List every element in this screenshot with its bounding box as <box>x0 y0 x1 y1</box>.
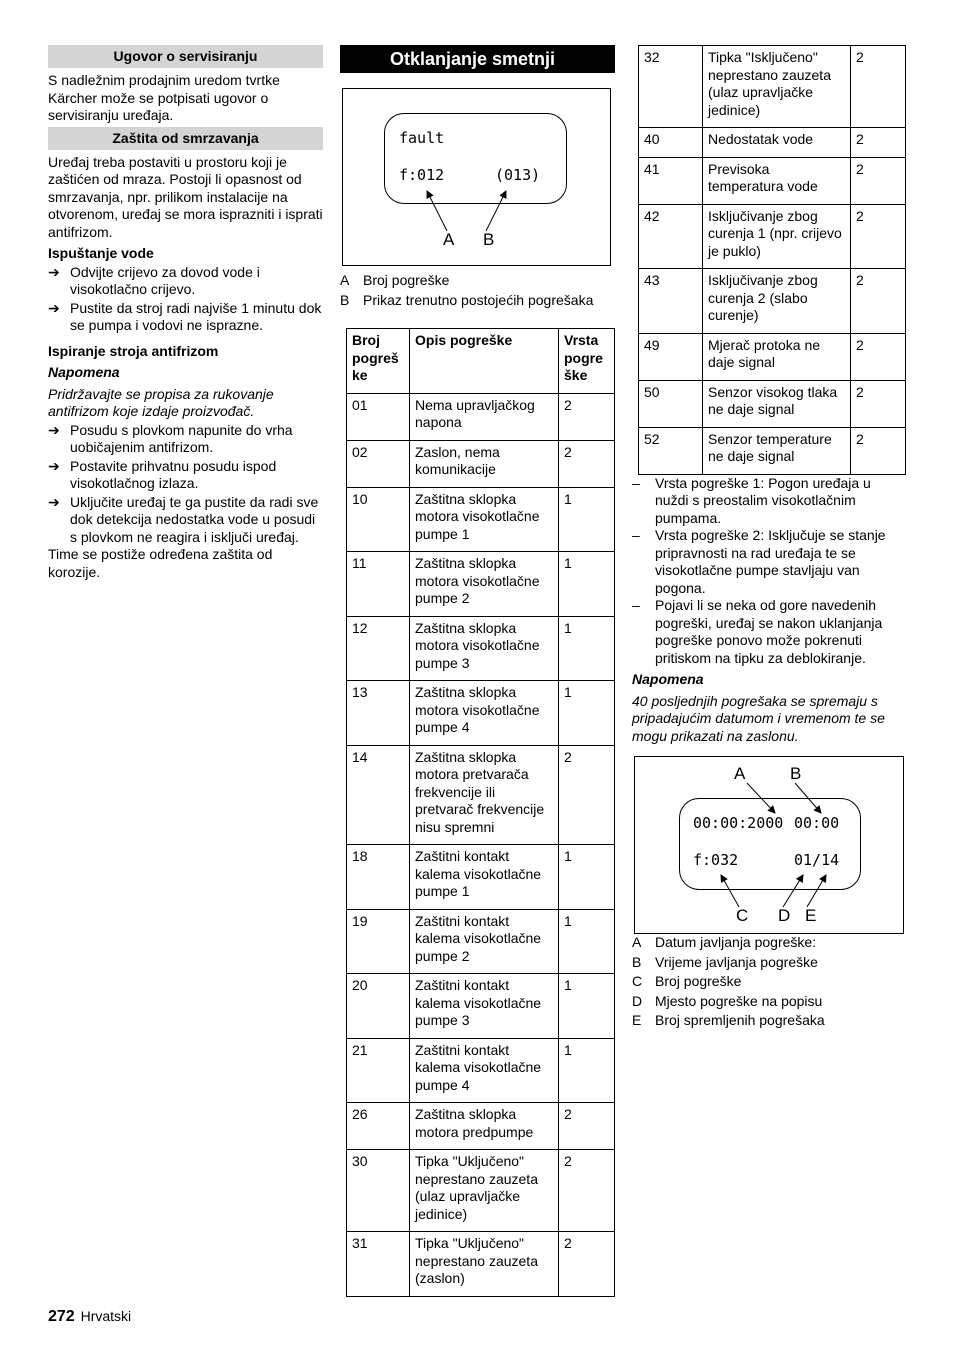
error-description-cell: Zaštitna sklopka motora visokotlačne pumpe 3 <box>410 616 559 681</box>
error-description-cell: Isključivanje zbog curenja 2 (slabo curenje) <box>703 269 851 334</box>
error-description-cell: Isključivanje zbog curenja 1 (npr. crijevo je puklo) <box>703 204 851 269</box>
column-right <box>632 45 908 1030</box>
table-row <box>347 440 615 487</box>
error-number-cell: 26 <box>347 1103 410 1150</box>
error-type-cell: 2 <box>851 157 906 204</box>
error-type-cell: 2 <box>559 1232 615 1297</box>
error-number-cell: 19 <box>347 909 410 974</box>
table-row <box>347 1150 615 1232</box>
error-type-cell: 1 <box>559 487 615 552</box>
error-number-cell: 40 <box>639 128 703 158</box>
error-number-cell: 02 <box>347 440 410 487</box>
error-number-cell: 42 <box>639 204 703 269</box>
arrow-icon: ➔ <box>48 457 60 474</box>
flush-antifreeze-heading: Ispiranje stroja antifrizom <box>48 342 219 359</box>
column-middle <box>340 45 615 1297</box>
arrow-icon: ➔ <box>48 493 60 510</box>
frost-protection-text: Uređaj treba postaviti u prostoru koji je zaštićen od mraza. Postoji li opasnost od smrzavanja, npr. prilikom instalacije na otvorenom, uređaj se mora isprazniti i isprati antifrizom. <box>48 153 323 240</box>
error-description-cell: Nema upravljačkog napona <box>410 393 559 440</box>
column-left <box>48 45 323 581</box>
error-number-cell: 20 <box>347 974 410 1039</box>
error-type-cell: 2 <box>851 427 906 474</box>
drain-steps-list <box>48 264 323 335</box>
list-item: – Vrsta pogreške 1: Pogon uređaja u nuždi s preostalim visokotlačnim pumpama. <box>632 474 871 526</box>
error-type-cell: 1 <box>559 681 615 746</box>
error-type-cell: 1 <box>559 845 615 910</box>
error-number-cell: 21 <box>347 1038 410 1103</box>
error-number-cell: 41 <box>639 157 703 204</box>
dash-icon: – <box>632 597 640 613</box>
error-number-cell: 50 <box>639 380 703 427</box>
closing-text: Time se postiže određena zaštita od korozije. <box>48 546 273 580</box>
page-footer <box>48 1308 131 1326</box>
list-item: – Pojavi li se neka od gore navedenih pogreški, uređaj se nakon uklanjanja pogreške ponovo može pokrenuti pritiskom na tipku za deblokiranje. <box>632 597 883 666</box>
error-type-cell: 1 <box>559 616 615 681</box>
dash-icon: – <box>632 527 640 543</box>
callout-arrows <box>343 89 610 265</box>
service-contract-text: S nadležnim prodajnim uredom tvrtke Kärcher može se potpisati ugovor o servisiranju uređaja. <box>48 72 280 123</box>
error-description-cell: Mjerač protoka ne daje signal <box>703 333 851 380</box>
error-description-cell: Zaštitni kontakt kalema visokotlačne pumpe 4 <box>410 1038 559 1103</box>
list-item: ➔ Odvijte crijevo za dovod vode i visokotlačno crijevo. <box>48 263 260 297</box>
error-number-cell: 32 <box>639 46 703 128</box>
section-heading-troubleshooting: Otklanjanje smetnji <box>340 45 615 73</box>
section-heading-frost-protection: Zaštita od smrzavanja <box>48 127 323 150</box>
error-description-cell: Senzor visokog tlaka ne daje signal <box>703 380 851 427</box>
table-row <box>347 845 615 910</box>
legend-item: A Broj pogreške <box>340 272 450 288</box>
table-row <box>347 681 615 746</box>
display-error-date: 00:00:2000 <box>693 814 784 832</box>
table-row <box>347 974 615 1039</box>
note-text: Pridržavajte se propisa za rukovanje antifrizom koje izdaje proizvođač. <box>48 385 274 419</box>
error-type-cell: 2 <box>559 393 615 440</box>
error-description-cell: Tipka "Uključeno" neprestano zauzeta (ulaz upravljačke jedinice) <box>410 1150 559 1232</box>
table-row <box>639 333 906 380</box>
callout-label-e: E <box>805 906 817 925</box>
error-description-cell: Tipka "Uključeno" neprestano zauzeta (zaslon) <box>410 1232 559 1297</box>
drain-water-heading: Ispuštanje vode <box>48 245 154 261</box>
page-number: 272 <box>48 1308 75 1325</box>
error-number-cell: 49 <box>639 333 703 380</box>
table-row <box>347 909 615 974</box>
table-row <box>347 616 615 681</box>
display-error-number: f:032 <box>693 851 739 869</box>
display-figure-history <box>634 756 904 934</box>
display-current-errors: (013) <box>495 166 541 184</box>
display-error-number: f:012 <box>399 166 445 184</box>
error-type-cell: 2 <box>851 269 906 334</box>
error-description-cell: Senzor temperature ne daje signal <box>703 427 851 474</box>
table-row <box>347 1038 615 1103</box>
table-row <box>639 46 906 128</box>
error-type-notes <box>632 475 908 668</box>
list-item: ➔ Uključite uređaj te ga pustite da radi sve dok detekcija nedostatka vode u posudi s plovkom ne reagira i isključi uređaj. <box>48 493 319 545</box>
table-row <box>347 745 615 845</box>
table-row <box>347 552 615 617</box>
error-type-cell: 2 <box>851 333 906 380</box>
error-description-cell: Previsoka temperatura vode <box>703 157 851 204</box>
header-error-type: Vrsta pogre ške <box>559 329 615 394</box>
note-label: Napomena <box>48 364 120 380</box>
table-row <box>639 427 906 474</box>
table-row <box>347 393 615 440</box>
table-row <box>639 157 906 204</box>
table-row <box>639 269 906 334</box>
error-number-cell: 13 <box>347 681 410 746</box>
error-description-cell: Zaštitna sklopka motora visokotlačne pumpe 2 <box>410 552 559 617</box>
error-type-cell: 2 <box>559 1103 615 1150</box>
display-figure-fault <box>342 88 611 266</box>
table-row <box>639 380 906 427</box>
error-type-cell: 1 <box>559 909 615 974</box>
error-description-cell: Zaštitna sklopka motora pretvarača frekvencije ili pretvarač frekvencije nisu spremni <box>410 745 559 845</box>
display-line-fault: fault <box>399 129 445 147</box>
callout-label-d: D <box>778 906 791 925</box>
error-type-cell: 2 <box>559 1150 615 1232</box>
legend-item: B Prikaz trenutno postojećih pogrešaka <box>340 291 594 308</box>
table-header-row <box>347 329 615 394</box>
error-type-cell: 1 <box>559 1038 615 1103</box>
error-number-cell: 43 <box>639 269 703 334</box>
error-type-cell: 2 <box>851 46 906 128</box>
error-number-cell: 52 <box>639 427 703 474</box>
legend-item: E Broj spremljenih pogrešaka <box>632 1012 825 1028</box>
error-number-cell: 30 <box>347 1150 410 1232</box>
error-number-cell: 31 <box>347 1232 410 1297</box>
error-number-cell: 12 <box>347 616 410 681</box>
error-type-cell: 2 <box>851 380 906 427</box>
callout-label-b: B <box>790 764 802 783</box>
error-table-body <box>639 46 906 475</box>
list-item: ➔ Postavite prihvatnu posudu ispod visokotlačnog izlaza. <box>48 457 277 491</box>
error-number-cell: 18 <box>347 845 410 910</box>
table-row <box>347 1103 615 1150</box>
error-description-cell: Nedostatak vode <box>703 128 851 158</box>
error-description-cell: Zaštitni kontakt kalema visokotlačne pumpe 3 <box>410 974 559 1039</box>
error-description-cell: Zaštitna sklopka motora visokotlačne pumpe 1 <box>410 487 559 552</box>
legend-item: C Broj pogreške <box>632 973 742 989</box>
error-type-cell: 2 <box>559 440 615 487</box>
legend-item: A Datum javljanja pogreške: <box>632 934 817 950</box>
error-type-cell: 1 <box>559 552 615 617</box>
error-description-cell: Zaštitni kontakt kalema visokotlačne pumpe 2 <box>410 909 559 974</box>
dash-icon: – <box>632 474 640 491</box>
callout-label-c: C <box>736 906 749 925</box>
error-description-cell: Zaslon, nema komunikacije <box>410 440 559 487</box>
error-type-cell: 2 <box>851 128 906 158</box>
section-heading-service-contract: Ugovor o servisiranju <box>48 45 323 68</box>
error-number-cell: 10 <box>347 487 410 552</box>
callout-label-b: B <box>483 230 495 249</box>
error-number-cell: 14 <box>347 745 410 845</box>
note-text: 40 posljednjih pogrešaka se spremaju s pripadajućim datumom i vremenom te se mogu prikazati na zaslonu. <box>632 692 885 744</box>
error-description-cell: Zaštitna sklopka motora predpumpe <box>410 1103 559 1150</box>
arrow-icon: ➔ <box>48 299 60 316</box>
error-number-cell: 01 <box>347 393 410 440</box>
callout-arrows <box>635 757 903 933</box>
figure-legend <box>340 272 615 309</box>
arrow-icon: ➔ <box>48 263 60 280</box>
language-label: Hrvatski <box>80 1308 132 1324</box>
list-item: ➔ Pustite da stroj radi najviše 1 minutu dok se pumpa i vodovi ne isprazne. <box>48 299 322 333</box>
error-table-body <box>347 393 615 1296</box>
error-number-cell: 11 <box>347 552 410 617</box>
legend-item: D Mjesto pogreške na popisu <box>632 992 823 1009</box>
error-type-cell: 2 <box>559 745 615 845</box>
display-error-time: 00:00 <box>794 814 840 832</box>
table-row <box>639 128 906 158</box>
table-row <box>639 204 906 269</box>
flush-steps-list <box>48 422 323 547</box>
error-type-cell: 2 <box>851 204 906 269</box>
arrow-icon: ➔ <box>48 421 60 438</box>
callout-label-a: A <box>443 230 455 249</box>
error-description-cell: Zaštitna sklopka motora visokotlačne pumpe 4 <box>410 681 559 746</box>
table-row <box>347 1232 615 1297</box>
error-table-part1 <box>346 328 615 1297</box>
note-label: Napomena <box>632 671 704 687</box>
error-table-part2 <box>638 45 906 475</box>
list-item: ➔ Posudu s plovkom napunite do vrha uobičajenim antifrizom. <box>48 421 293 455</box>
table-row <box>347 487 615 552</box>
callout-label-a: A <box>734 764 746 783</box>
list-item: – Vrsta pogreške 2: Isključuje se stanje pripravnosti na rad uređaja te se visokotlačne pumpe stavljaju van pogona. <box>632 527 886 596</box>
header-error-description: Opis pogreške <box>410 329 559 394</box>
header-error-number: Broj pogreš ke <box>347 329 410 394</box>
legend-item: B Vrijeme javljanja pogreške <box>632 953 818 970</box>
error-description-cell: Zaštitni kontakt kalema visokotlačne pumpe 1 <box>410 845 559 910</box>
error-description-cell: Tipka "Isključeno" neprestano zauzeta (ulaz upravljačke jedinice) <box>703 46 851 128</box>
figure-legend <box>632 934 908 1030</box>
error-type-cell: 1 <box>559 974 615 1039</box>
display-list-position: 01/14 <box>794 851 840 869</box>
